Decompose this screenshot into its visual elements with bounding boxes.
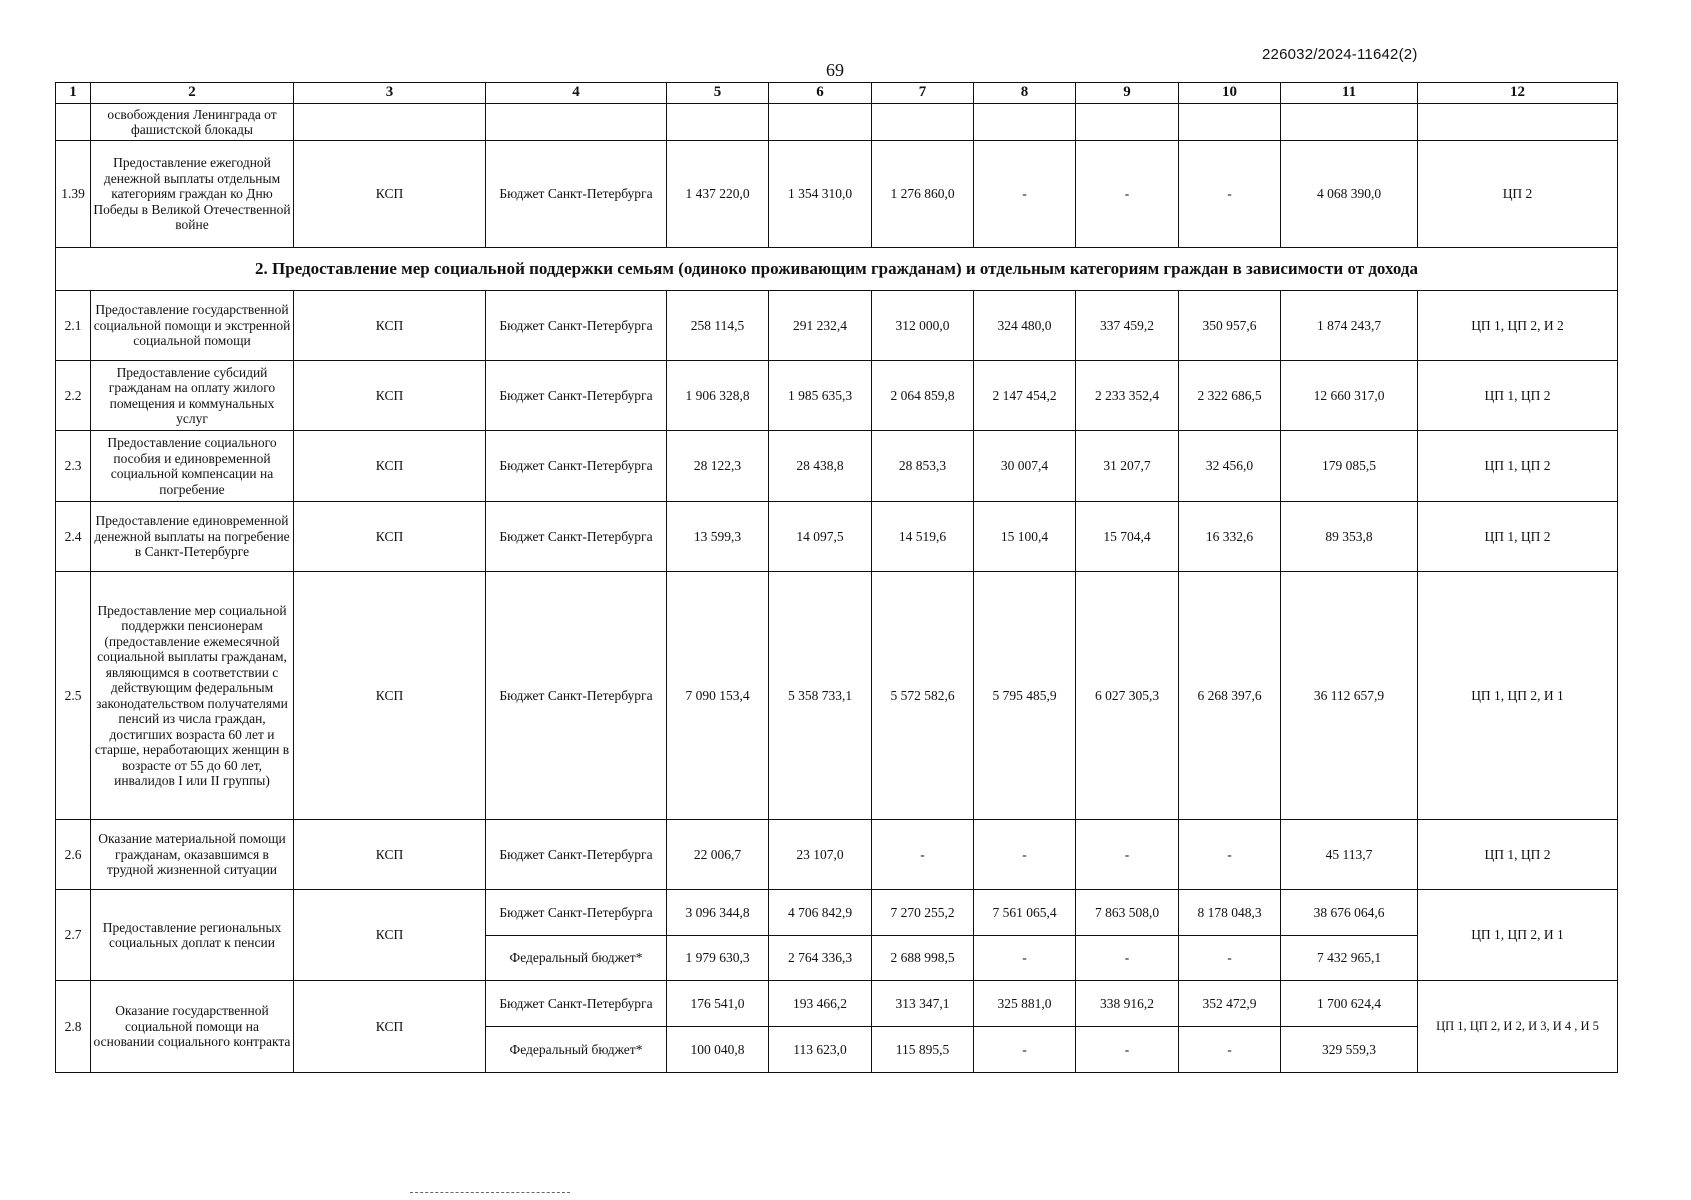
value-col5: 13 599,3 bbox=[667, 502, 769, 572]
column-header: 11 bbox=[1281, 83, 1418, 104]
table-row bbox=[56, 981, 1618, 1027]
column-header: 8 bbox=[974, 83, 1076, 104]
column-header: 9 bbox=[1076, 83, 1179, 104]
empty-cell bbox=[974, 104, 1076, 141]
empty-cell bbox=[872, 104, 974, 141]
empty-cell bbox=[1418, 104, 1618, 141]
table-row bbox=[56, 291, 1618, 361]
goal-indicators: ЦП 1, ЦП 2, И 2, И 3, И 4 , И 5 bbox=[1418, 981, 1618, 1073]
measure-name: Предоставление государственной социальной помощи и экстренной социальной помощи bbox=[91, 291, 294, 361]
column-header: 1 bbox=[56, 83, 91, 104]
total-value: 1 700 624,4 bbox=[1281, 981, 1418, 1027]
value-col5: 7 090 153,4 bbox=[667, 572, 769, 820]
column-header: 5 bbox=[667, 83, 769, 104]
column-header: 10 bbox=[1179, 83, 1281, 104]
value-col10: 8 178 048,3 bbox=[1179, 890, 1281, 936]
value-col5: 3 096 344,8 bbox=[667, 890, 769, 936]
value-col9: - bbox=[1076, 936, 1179, 981]
value-col7: 115 895,5 bbox=[872, 1027, 974, 1073]
executor: КСП bbox=[294, 361, 486, 431]
empty-cell bbox=[294, 104, 486, 141]
funding-source: Бюджет Санкт-Петербурга bbox=[486, 572, 667, 820]
measure-name: Оказание материальной помощи гражданам, оказавшимся в трудной жизненной ситуации bbox=[91, 820, 294, 890]
row-index: 1.39 bbox=[56, 141, 91, 248]
value-col6: 23 107,0 bbox=[769, 820, 872, 890]
value-col7: 28 853,3 bbox=[872, 431, 974, 502]
value-col6: 4 706 842,9 bbox=[769, 890, 872, 936]
value-col6: 193 466,2 bbox=[769, 981, 872, 1027]
goal-indicators: ЦП 2 bbox=[1418, 141, 1618, 248]
value-col5: 100 040,8 bbox=[667, 1027, 769, 1073]
column-header: 12 bbox=[1418, 83, 1618, 104]
value-col7: 7 270 255,2 bbox=[872, 890, 974, 936]
row-index: 2.6 bbox=[56, 820, 91, 890]
column-number-row bbox=[56, 83, 1618, 104]
value-col8: 15 100,4 bbox=[974, 502, 1076, 572]
executor: КСП bbox=[294, 291, 486, 361]
value-col9: 6 027 305,3 bbox=[1076, 572, 1179, 820]
value-col9: 7 863 508,0 bbox=[1076, 890, 1179, 936]
executor: КСП bbox=[294, 981, 486, 1073]
value-col9: - bbox=[1076, 820, 1179, 890]
goal-indicators: ЦП 1, ЦП 2 bbox=[1418, 431, 1618, 502]
column-header: 2 bbox=[91, 83, 294, 104]
value-col10: - bbox=[1179, 820, 1281, 890]
total-value: 45 113,7 bbox=[1281, 820, 1418, 890]
measure-name: Предоставление субсидий гражданам на оплату жилого помещения и коммунальных услуг bbox=[91, 361, 294, 431]
measure-name: Предоставление региональных социальных доплат к пенсии bbox=[91, 890, 294, 981]
empty-cell bbox=[486, 104, 667, 141]
value-col9: 2 233 352,4 bbox=[1076, 361, 1179, 431]
value-col7: 312 000,0 bbox=[872, 291, 974, 361]
measure-name: Оказание государственной социальной помощи на основании социального контракта bbox=[91, 981, 294, 1073]
table-row bbox=[56, 431, 1618, 502]
goal-indicators: ЦП 1, ЦП 2, И 1 bbox=[1418, 572, 1618, 820]
row-index: 2.5 bbox=[56, 572, 91, 820]
value-col9: 15 704,4 bbox=[1076, 502, 1179, 572]
total-value: 4 068 390,0 bbox=[1281, 141, 1418, 248]
total-value: 36 112 657,9 bbox=[1281, 572, 1418, 820]
value-col7: 2 064 859,8 bbox=[872, 361, 974, 431]
value-col10: 32 456,0 bbox=[1179, 431, 1281, 502]
value-col8: 324 480,0 bbox=[974, 291, 1076, 361]
page-number: 69 bbox=[826, 60, 844, 80]
table-row bbox=[56, 104, 1618, 141]
executor: КСП bbox=[294, 572, 486, 820]
empty-cell bbox=[1076, 104, 1179, 141]
value-col6: 28 438,8 bbox=[769, 431, 872, 502]
value-col7: 5 572 582,6 bbox=[872, 572, 974, 820]
value-col10: 16 332,6 bbox=[1179, 502, 1281, 572]
total-value: 38 676 064,6 bbox=[1281, 890, 1418, 936]
value-col6: 2 764 336,3 bbox=[769, 936, 872, 981]
value-col8: - bbox=[974, 1027, 1076, 1073]
row-index: 2.1 bbox=[56, 291, 91, 361]
total-value: 179 085,5 bbox=[1281, 431, 1418, 502]
value-col8: 30 007,4 bbox=[974, 431, 1076, 502]
value-col6: 113 623,0 bbox=[769, 1027, 872, 1073]
column-header: 6 bbox=[769, 83, 872, 104]
funding-source: Бюджет Санкт-Петербурга bbox=[486, 502, 667, 572]
value-col8: - bbox=[974, 820, 1076, 890]
value-col5: 1 906 328,8 bbox=[667, 361, 769, 431]
value-col9: 337 459,2 bbox=[1076, 291, 1179, 361]
goal-indicators: ЦП 1, ЦП 2 bbox=[1418, 820, 1618, 890]
funding-source: Бюджет Санкт-Петербурга bbox=[486, 820, 667, 890]
table-row bbox=[56, 502, 1618, 572]
funding-source: Бюджет Санкт-Петербурга bbox=[486, 291, 667, 361]
value-col6: 1 985 635,3 bbox=[769, 361, 872, 431]
value-col10: - bbox=[1179, 936, 1281, 981]
table-row bbox=[56, 141, 1618, 248]
value-col5: 22 006,7 bbox=[667, 820, 769, 890]
value-col9: 338 916,2 bbox=[1076, 981, 1179, 1027]
executor: КСП bbox=[294, 431, 486, 502]
funding-table bbox=[55, 82, 1618, 1073]
column-header: 3 bbox=[294, 83, 486, 104]
value-col7: 313 347,1 bbox=[872, 981, 974, 1027]
total-value: 329 559,3 bbox=[1281, 1027, 1418, 1073]
measure-name: Предоставление единовременной денежной выплаты на погребение в Санкт-Петербурге bbox=[91, 502, 294, 572]
empty-cell bbox=[1281, 104, 1418, 141]
value-col5: 28 122,3 bbox=[667, 431, 769, 502]
funding-source: Бюджет Санкт-Петербурга bbox=[486, 141, 667, 248]
footer-rule bbox=[410, 1192, 570, 1193]
row-index: 2.2 bbox=[56, 361, 91, 431]
measure-name: освобождения Ленинграда от фашистской блокады bbox=[91, 104, 294, 141]
row-index: 2.3 bbox=[56, 431, 91, 502]
section-heading-row bbox=[56, 248, 1618, 291]
total-value: 7 432 965,1 bbox=[1281, 936, 1418, 981]
value-col7: 14 519,6 bbox=[872, 502, 974, 572]
goal-indicators: ЦП 1, ЦП 2, И 1 bbox=[1418, 890, 1618, 981]
executor: КСП bbox=[294, 890, 486, 981]
funding-source: Бюджет Санкт-Петербурга bbox=[486, 890, 667, 936]
funding-source: Бюджет Санкт-Петербурга bbox=[486, 361, 667, 431]
value-col7: - bbox=[872, 820, 974, 890]
value-col8: 5 795 485,9 bbox=[974, 572, 1076, 820]
executor: КСП bbox=[294, 141, 486, 248]
column-header: 7 bbox=[872, 83, 974, 104]
value-col10: 350 957,6 bbox=[1179, 291, 1281, 361]
table-row bbox=[56, 820, 1618, 890]
value-col7: 1 276 860,0 bbox=[872, 141, 974, 248]
executor: КСП bbox=[294, 502, 486, 572]
value-col5: 176 541,0 bbox=[667, 981, 769, 1027]
value-col6: 14 097,5 bbox=[769, 502, 872, 572]
value-col6: 1 354 310,0 bbox=[769, 141, 872, 248]
value-col8: - bbox=[974, 141, 1076, 248]
empty-cell bbox=[1179, 104, 1281, 141]
row-index: 2.7 bbox=[56, 890, 91, 981]
row-index bbox=[56, 104, 91, 141]
value-col8: 2 147 454,2 bbox=[974, 361, 1076, 431]
empty-cell bbox=[769, 104, 872, 141]
value-col7: 2 688 998,5 bbox=[872, 936, 974, 981]
table-row bbox=[56, 361, 1618, 431]
value-col6: 5 358 733,1 bbox=[769, 572, 872, 820]
value-col9: - bbox=[1076, 1027, 1179, 1073]
value-col6: 291 232,4 bbox=[769, 291, 872, 361]
value-col8: 7 561 065,4 bbox=[974, 890, 1076, 936]
total-value: 12 660 317,0 bbox=[1281, 361, 1418, 431]
value-col5: 258 114,5 bbox=[667, 291, 769, 361]
empty-cell bbox=[667, 104, 769, 141]
value-col5: 1 437 220,0 bbox=[667, 141, 769, 248]
funding-source: Бюджет Санкт-Петербурга bbox=[486, 431, 667, 502]
value-col9: 31 207,7 bbox=[1076, 431, 1179, 502]
table-row bbox=[56, 572, 1618, 820]
measure-name: Предоставление мер социальной поддержки пенсионерам (предоставление ежемесячной социальной выплаты гражданам, являющимся в соответствии с действующим федеральным законодательством получателями пенсий из числа граждан, достигших возраста 60 лет и старше, неработающих женщин в возрасте от 55 до 60 лет, инвалидов I или II группы) bbox=[91, 572, 294, 820]
section-title: 2. Предоставление мер социальной поддержки семьям (одиноко проживающим гражданам) и отдельным категориям граждан в зависимости от дохода bbox=[56, 248, 1618, 291]
total-value: 89 353,8 bbox=[1281, 502, 1418, 572]
goal-indicators: ЦП 1, ЦП 2 bbox=[1418, 361, 1618, 431]
value-col10: - bbox=[1179, 1027, 1281, 1073]
value-col9: - bbox=[1076, 141, 1179, 248]
value-col10: - bbox=[1179, 141, 1281, 248]
document-id: 226032/2024-11642(2) bbox=[1262, 46, 1418, 63]
measure-name: Предоставление социального пособия и единовременной социальной компенсации на погребение bbox=[91, 431, 294, 502]
funding-source: Федеральный бюджет* bbox=[486, 1027, 667, 1073]
row-index: 2.4 bbox=[56, 502, 91, 572]
table-row bbox=[56, 890, 1618, 936]
value-col10: 352 472,9 bbox=[1179, 981, 1281, 1027]
executor: КСП bbox=[294, 820, 486, 890]
measure-name: Предоставление ежегодной денежной выплаты отдельным категориям граждан ко Дню Победы в Великой Отечественной войне bbox=[91, 141, 294, 248]
column-header: 4 bbox=[486, 83, 667, 104]
goal-indicators: ЦП 1, ЦП 2 bbox=[1418, 502, 1618, 572]
value-col10: 2 322 686,5 bbox=[1179, 361, 1281, 431]
row-index: 2.8 bbox=[56, 981, 91, 1073]
value-col10: 6 268 397,6 bbox=[1179, 572, 1281, 820]
value-col5: 1 979 630,3 bbox=[667, 936, 769, 981]
value-col8: 325 881,0 bbox=[974, 981, 1076, 1027]
goal-indicators: ЦП 1, ЦП 2, И 2 bbox=[1418, 291, 1618, 361]
value-col8: - bbox=[974, 936, 1076, 981]
total-value: 1 874 243,7 bbox=[1281, 291, 1418, 361]
funding-source: Бюджет Санкт-Петербурга bbox=[486, 981, 667, 1027]
funding-source: Федеральный бюджет* bbox=[486, 936, 667, 981]
